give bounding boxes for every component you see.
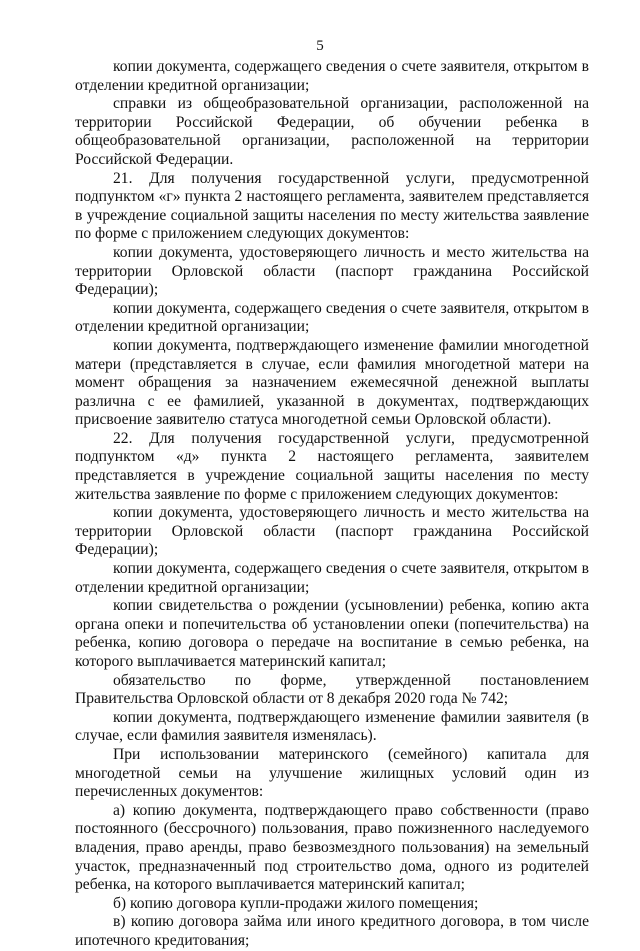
paragraph: копии документа, удостоверяющего личность и место жительства на территории Орловской области (паспорт гражданина Российской Федерации); [75, 243, 589, 299]
page-number: 5 [316, 38, 324, 54]
paragraph: копии свидетельства о рождении (усыновлении) ребенка, копию акта органа опеки и попечительства об установлении опеки (попечительства) на ребенка, копию договора о передаче на воспитание в семью ребенка, на которого выплачивается материнский капитал; [75, 597, 589, 670]
paragraph-clause-22: 22. Для получения государственной услуги, предусмотренной подпунктом «д» пункта 2 настоящего регламента, заявителем представляется в учреждение социальной защиты населения по месту жительства заявление по форме с приложением следующих документов: [75, 429, 589, 503]
paragraph: копии документа, содержащего сведения о счете заявителя, открытом в отделении кредитной организации; [75, 560, 589, 596]
paragraph: обязательство по форме, утвержденной постановлением Правительства Орловской области от 8 декабря 2020 года № 742; [75, 671, 589, 708]
paragraph-clause-21: 21. Для получения государственной услуги, предусмотренной подпунктом «г» пункта 2 настоящего регламента, заявителем представляется в учреждение социальной защиты населения по месту жительства заявление по форме с приложением следующих документов: [75, 169, 589, 243]
paragraph: копии документа, подтверждающего изменение фамилии заявителя (в случае, если фамилия заявителя изменялась). [75, 708, 589, 745]
paragraph: справки из общеобразовательной организации, расположенной на территории Российской Федерации, об обучении ребенка в общеобразовательной организации, расположенной на территории Российской Федерации. [75, 95, 589, 168]
document-body [75, 58, 589, 951]
list-item-a: а) копию документа, подтверждающего право собственности (право постоянного (бессрочного) пользования, право пожизненного наследуемого владения, право аренды, право безвозмездного пользования) на земельный участок, предназначенный под строительство дома, одного из родителей ребенка, на которого выплачивается материнский капитал; [75, 801, 589, 894]
list-item-v: в) копию договора займа или иного кредитного договора, в том числе ипотечного кредитования; [75, 913, 589, 949]
list-item-b: б) копию договора купли-продажи жилого помещения; [113, 894, 479, 912]
paragraph: копии документа, содержащего сведения о счете заявителя, открытом в отделении кредитной организации; [75, 299, 589, 336]
paragraph: копии документа, содержащего сведения о счете заявителя, открытом в отделении кредитной организации; [75, 58, 589, 94]
paragraph: копии документа, удостоверяющего личность и место жительства на территории Орловской области (паспорт гражданина Российской Федерации); [75, 504, 589, 559]
paragraph: копии документа, подтверждающего изменение фамилии многодетной матери (представляется в случае, если фамилия многодетной матери на момент обращения за назначением ежемесячной денежной выплаты различна с ее фамилией, указанной в документах, подтверждающих присвоение заявителю статуса многодетной семьи Орловской области). [75, 336, 589, 429]
paragraph: При использовании материнского (семейного) капитала для многодетной семьи на улучшение жилищных условий один из перечисленных документов: [75, 745, 589, 801]
